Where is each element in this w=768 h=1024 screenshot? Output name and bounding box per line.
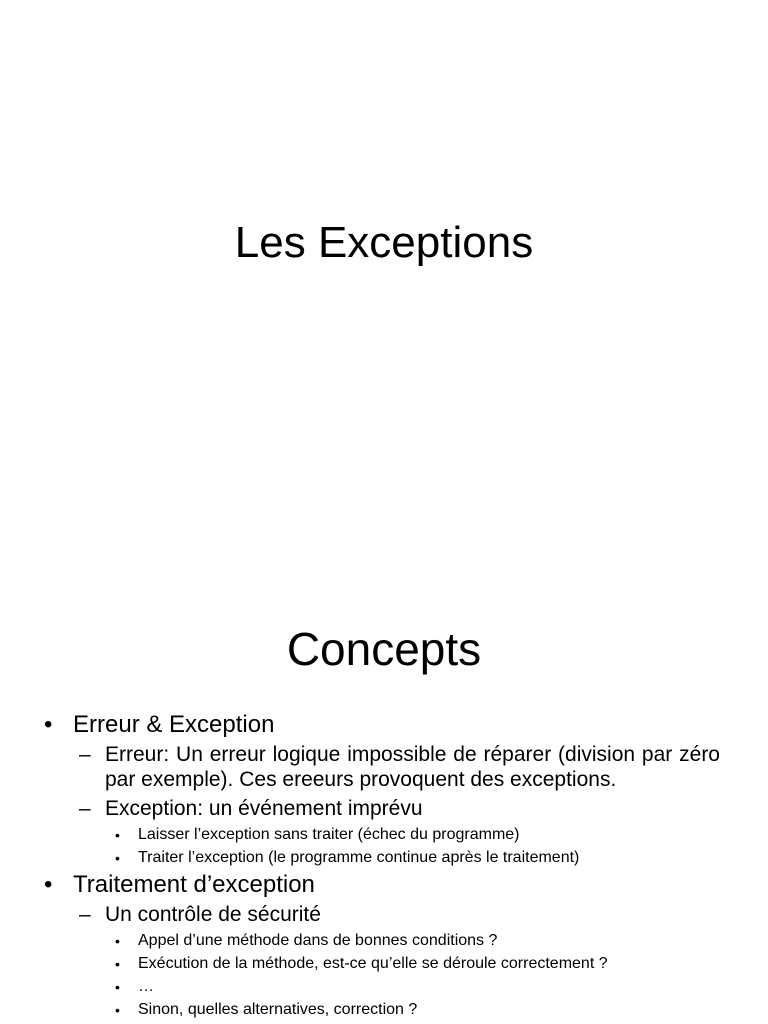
- bullet-icon: •: [115, 1002, 120, 1018]
- list-item-text: Sinon, quelles alternatives, correction ?: [138, 1001, 418, 1018]
- list-item: [0, 977, 768, 997]
- list-item-text: …: [138, 978, 154, 995]
- slide-title: Les Exceptions: [234, 218, 534, 267]
- dash-icon: –: [79, 743, 91, 766]
- list-item: [0, 931, 768, 951]
- bullet-icon: •: [115, 933, 120, 949]
- list-item: [0, 796, 768, 821]
- bullet-icon: •: [115, 979, 120, 995]
- slide-concepts: [0, 512, 768, 1024]
- bullet-icon: •: [115, 827, 120, 843]
- bullet-list: [0, 711, 768, 1023]
- list-item: [0, 1000, 768, 1020]
- list-item: [0, 902, 768, 927]
- list-item-text: Traitement d’exception: [73, 871, 315, 898]
- list-item: [0, 954, 768, 974]
- list-item: [0, 848, 768, 868]
- list-item-text: Erreur & Exception: [73, 711, 275, 738]
- list-item: [0, 871, 768, 899]
- list-item-text: Exécution de la méthode, est-ce qu’elle se déroule correctement ?: [138, 955, 608, 972]
- bullet-icon: •: [115, 850, 120, 866]
- list-item-text: Appel d’une méthode dans de bonnes conditions ?: [138, 932, 498, 949]
- dash-icon: –: [79, 797, 91, 820]
- list-item-text: Erreur: Un erreur logique impossible de réparer (division par zéro par exemple). Ces ereeurs provoquent des exceptions.: [105, 743, 720, 791]
- dash-icon: –: [79, 903, 91, 926]
- list-item-text: Laisser l’exception sans traiter (échec du programme): [138, 826, 520, 843]
- bullet-icon: •: [44, 871, 53, 898]
- slide-title: Concepts: [286, 623, 482, 675]
- list-item-text: Un contrôle de sécurité: [105, 903, 321, 926]
- list-item: [0, 742, 768, 792]
- bullet-icon: •: [44, 711, 53, 738]
- list-item: [0, 825, 768, 845]
- list-item-text: Exception: un événement imprévu: [105, 797, 423, 820]
- bullet-icon: •: [115, 956, 120, 972]
- list-item: [0, 711, 768, 739]
- list-item-text: Traiter l’exception (le programme continue après le traitement): [138, 849, 580, 866]
